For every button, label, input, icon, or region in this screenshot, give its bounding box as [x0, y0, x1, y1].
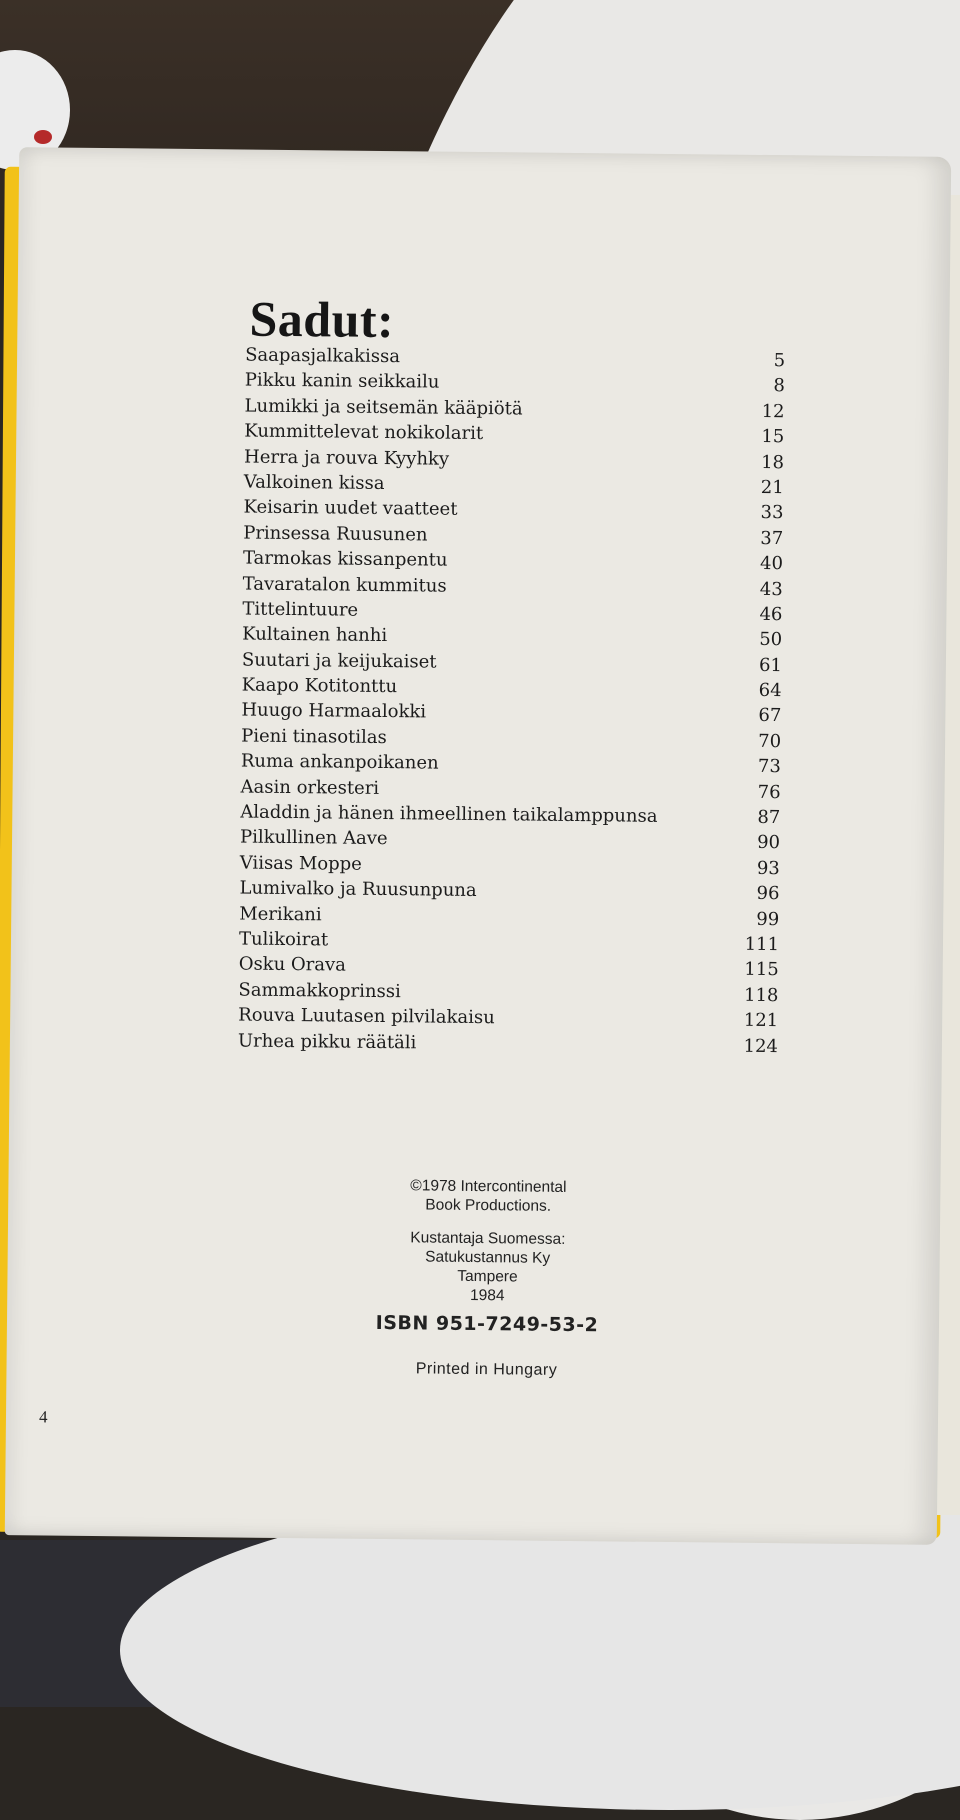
toc-entry-title: Kaapo Kotitonttu — [241, 674, 398, 698]
toc-entry-title: Tittelintuure — [242, 598, 359, 621]
toc-entry-title: Lumikki ja seitsemän kääpiötä — [244, 395, 523, 420]
toc-entry-title: Prinsessa Ruusunen — [243, 522, 428, 546]
copyright-line: ©1978 Intercontinental — [410, 1177, 567, 1196]
toc-entry-title: Rouva Luutasen pilvilakaisu — [238, 1004, 495, 1029]
toc-entry-page: 90 — [757, 832, 781, 854]
table-of-contents — [238, 343, 785, 1060]
toc-entry-title: Kummittelevat nokikolarit — [244, 420, 484, 445]
toc-entry-title: Pilkullinen Aave — [239, 826, 388, 850]
toc-entry-page: 93 — [756, 857, 780, 879]
toc-entry-page: 61 — [758, 654, 783, 676]
toc-entry-page: 18 — [761, 451, 785, 473]
toc-entry-title: Aasin orkesteri — [240, 776, 380, 799]
toc-entry-title: Aladdin ja hänen ihmeellinen taikalamppunsa — [240, 801, 658, 827]
toc-entry-title: Ruma ankanpoikanen — [240, 750, 439, 774]
toc-entry-page: 33 — [760, 502, 784, 524]
toc-entry-title: Sammakkoprinssi — [238, 979, 401, 1002]
toc-entry-page: 96 — [756, 883, 780, 905]
toc-entry-title: Pieni tinasotilas — [241, 725, 387, 748]
toc-entry-title: Kultainen hanhi — [242, 623, 388, 647]
imprint-block — [306, 1175, 668, 1381]
page-title: Sadut: — [249, 290, 395, 349]
publisher-label: Kustantaja Suomessa: — [410, 1229, 566, 1248]
toc-entry-title: Tulikoirat — [238, 928, 329, 951]
toc-entry-title: Suutari ja keijukaiset — [241, 649, 437, 673]
toc-entry-title: Herra ja rouva Kyyhky — [243, 446, 450, 470]
toc-entry-title: Viisas Moppe — [239, 852, 363, 875]
toc-entry-title: Osku Orava — [238, 953, 347, 976]
printed-in: Printed in Hungary — [415, 1360, 558, 1379]
toc-entry-page: 21 — [760, 476, 784, 499]
toc-entry-page: 111 — [744, 933, 780, 956]
toc-entry-title: Huugo Harmaalokki — [241, 699, 427, 723]
copyright-line: Book Productions. — [425, 1196, 552, 1215]
toc-entry-page: 87 — [757, 806, 781, 829]
publication-year: 1984 — [469, 1286, 505, 1305]
toc-entry-title: Valkoinen kissa — [243, 471, 385, 494]
publisher-name: Satukustannus Ky — [425, 1248, 551, 1267]
toc-entry-page: 76 — [757, 781, 781, 803]
toc-entry-page: 37 — [760, 527, 784, 549]
page-content — [5, 147, 951, 1545]
toc-entry-page: 64 — [758, 680, 782, 702]
toc-entry-title: Tavaratalon kummitus — [242, 573, 447, 597]
toc-entry-page: 115 — [744, 959, 779, 981]
toc-entry-title: Urhea pikku räätäli — [237, 1030, 417, 1053]
toc-entry-title: Merikani — [239, 903, 322, 925]
toc-entry-page: 12 — [761, 400, 785, 422]
isbn: ISBN 951-7249-53-2 — [375, 1311, 599, 1337]
toc-entry-page: 50 — [759, 629, 783, 651]
toc-entry-title: Keisarin uudet vaatteet — [243, 496, 458, 521]
toc-entry-title: Pikku kanin seikkailu — [244, 369, 440, 393]
toc-entry-page: 67 — [758, 705, 782, 727]
page-number: 4 — [38, 1407, 48, 1427]
book-page — [5, 147, 951, 1545]
toc-entry-page: 70 — [758, 730, 782, 753]
toc-entry-title: Tarmokas kissanpentu — [242, 547, 448, 571]
toc-entry-page: 46 — [759, 603, 783, 626]
toc-entry-page: 99 — [756, 908, 780, 930]
toc-entry — [238, 1028, 778, 1059]
toc-entry-page: 118 — [743, 984, 779, 1006]
toc-entry-page: 40 — [759, 553, 784, 575]
publisher-city: Tampere — [457, 1267, 518, 1286]
toc-entry-title: Lumivalko ja Ruusunpuna — [239, 877, 477, 902]
toc-entry-page: 15 — [761, 426, 785, 448]
toc-entry-page: 43 — [759, 578, 783, 600]
chair-dot — [34, 130, 52, 144]
toc-entry-page: 8 — [773, 375, 785, 397]
toc-entry-page: 73 — [757, 756, 781, 778]
toc-entry-page: 124 — [743, 1035, 779, 1057]
toc-entry-title: Saapasjalkakissa — [245, 344, 401, 368]
toc-entry-page: 5 — [773, 350, 786, 372]
toc-entry-page: 121 — [743, 1009, 779, 1032]
